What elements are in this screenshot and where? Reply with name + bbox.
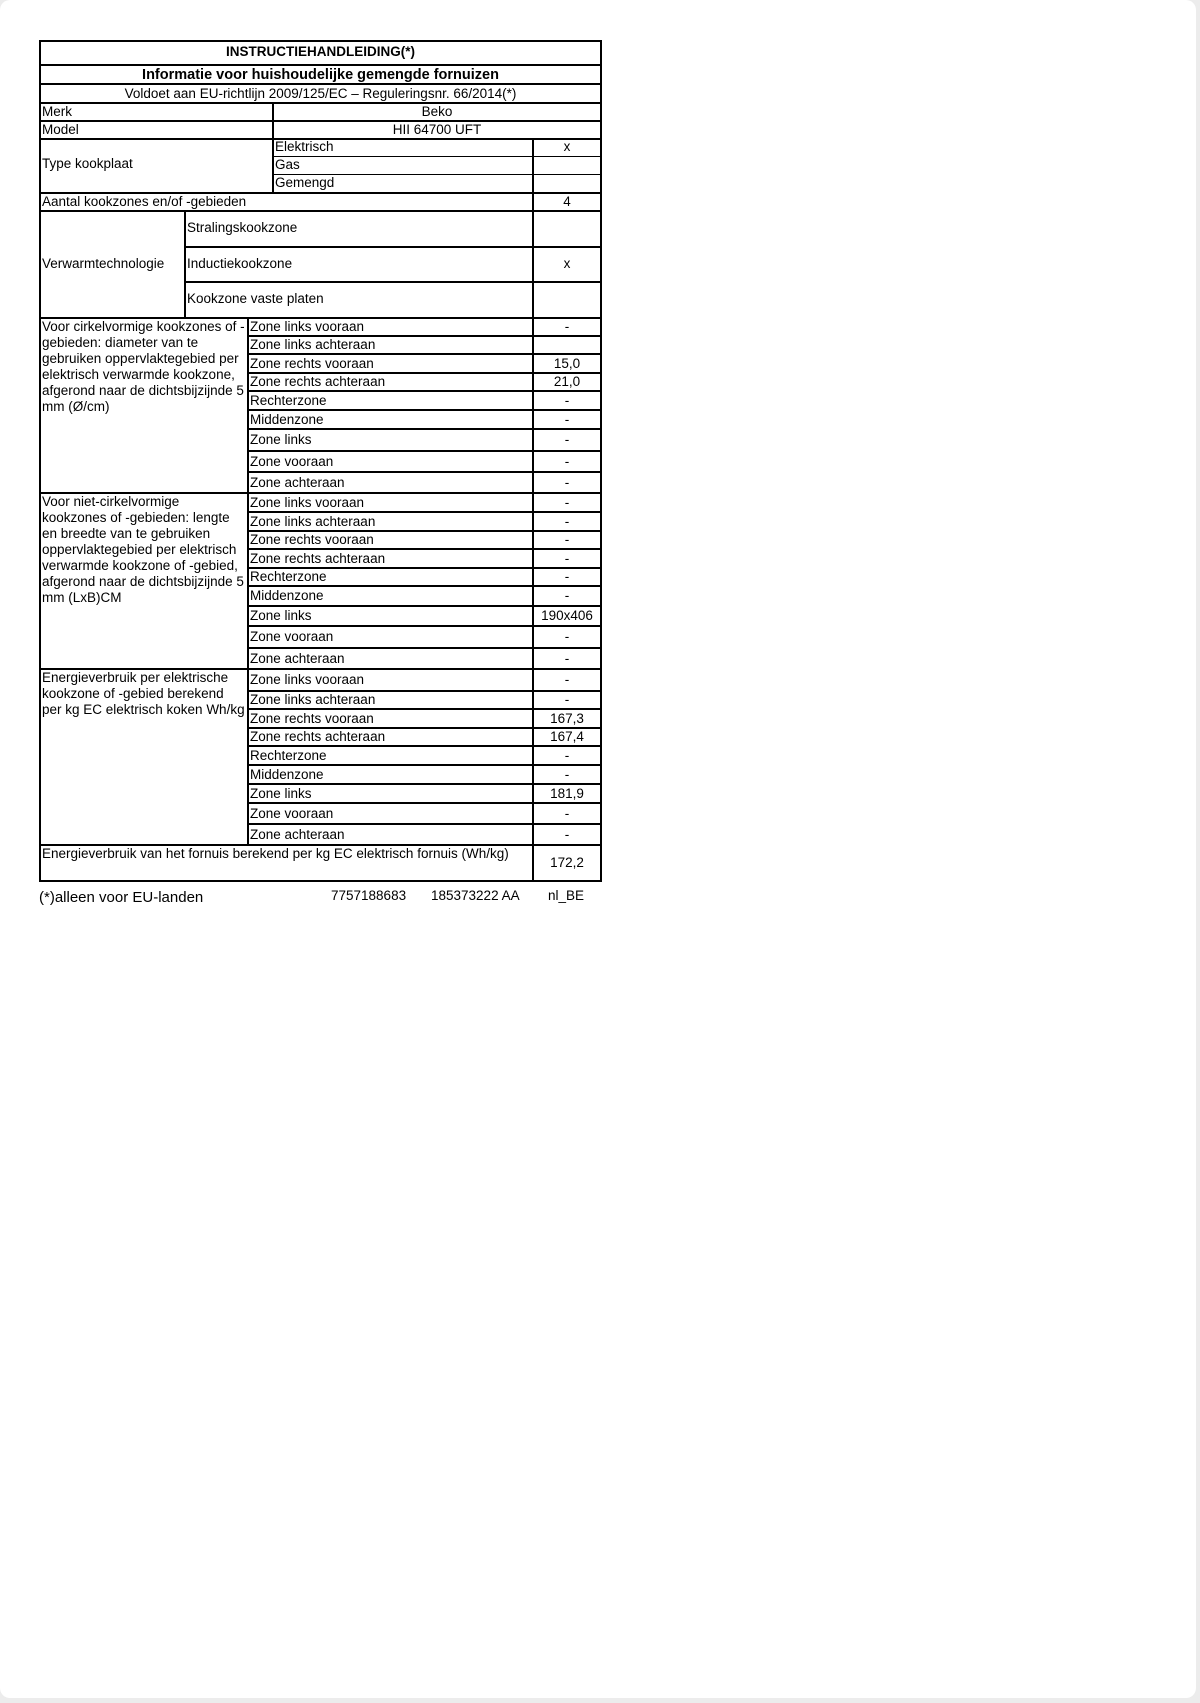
total-energy-value: 172,2 <box>550 855 584 870</box>
column-divider <box>532 844 534 880</box>
row-divider <box>247 605 602 607</box>
zone-row-value: 15,0 <box>553 355 581 371</box>
zone-row-label: Zone links <box>250 432 312 447</box>
heating-label: Verwarmtechnologie <box>42 256 165 271</box>
zone-row-label: Rechterzone <box>250 747 327 763</box>
zone-row-label: Zone rechts vooraan <box>250 710 374 726</box>
row-divider <box>247 511 602 513</box>
zone-row-value: 167,4 <box>550 729 584 744</box>
heating-value: x <box>563 255 571 271</box>
row-divider <box>247 409 602 411</box>
row-divider <box>247 783 602 785</box>
document-title: INSTRUCTIEHANDLEIDING(*) <box>226 44 415 59</box>
zone-row-value: - <box>564 319 570 334</box>
footer-locale: nl_BE <box>548 888 585 903</box>
row-divider <box>39 83 602 85</box>
footer-note: (*)alleen voor EU-landen <box>39 889 204 906</box>
zone-count-value: 4 <box>563 194 571 209</box>
table-border-top <box>39 40 602 42</box>
zone-row-label: Zone links achteraan <box>250 513 376 529</box>
zone-row-value: - <box>564 588 570 603</box>
footer-code-2: 185373222 AA <box>431 888 520 903</box>
hob-type-option: Gemengd <box>275 175 335 190</box>
row-divider <box>247 708 602 710</box>
zone-row-label: Zone links vooraan <box>250 672 365 687</box>
row-divider <box>247 471 602 473</box>
zone-row-label: Zone achteraan <box>250 826 345 842</box>
row-divider <box>247 802 602 804</box>
zone-row-label: Zone vooraan <box>250 453 334 469</box>
footer-code-1: 7757188683 <box>331 888 407 903</box>
table-border-bottom <box>39 880 602 882</box>
zone-row-value: - <box>564 532 570 547</box>
total-energy-label: Energieverbruik van het fornuis berekend per kg EC elektrisch fornuis (Wh/kg) <box>42 846 509 861</box>
section-label: Voor cirkelvormige kookzones of -gebieden: diameter van te gebruiken oppervlaktegebied per elektrisch verwarmde kookzone, afgerond naar de dichtsbijzijnde 5 mm (Ø/cm) <box>42 319 245 414</box>
brand-label: Merk <box>42 104 72 119</box>
zone-count-label: Aantal kookzones en/of -gebieden <box>42 194 247 209</box>
zone-row-label: Zone achteraan <box>250 650 345 666</box>
heating-option: Stralingskookzone <box>187 220 298 235</box>
row-divider <box>247 353 602 355</box>
zone-row-value: 21,0 <box>553 374 581 389</box>
zone-row-value: - <box>564 692 570 707</box>
hob-type-value: x <box>563 139 571 154</box>
zone-row-label: Zone links <box>250 608 312 623</box>
brand-value: Beko <box>421 104 453 119</box>
zone-row-label: Middenzone <box>250 766 324 782</box>
zone-row-value: - <box>564 453 570 469</box>
zone-row-value: - <box>564 747 570 763</box>
product-fiche-table <box>39 40 602 882</box>
zone-row-value: - <box>564 826 570 842</box>
document-subtitle: Informatie voor huishoudelijke gemengde fornuizen <box>142 67 499 83</box>
zone-row-value: - <box>564 805 570 821</box>
row-divider <box>184 281 602 283</box>
zone-row-label: Rechterzone <box>250 569 327 584</box>
zone-row-value: - <box>564 766 570 782</box>
footer <box>39 888 602 910</box>
zone-row-value: 190x406 <box>541 608 593 623</box>
zone-row-label: Zone links achteraan <box>250 337 376 352</box>
zone-row-value: - <box>564 672 570 687</box>
hob-type-label: Type kookplaat <box>42 156 133 171</box>
model-label: Model <box>42 122 79 137</box>
zone-row-value: - <box>564 650 570 666</box>
zone-row-value: - <box>564 569 570 584</box>
zone-row-label: Zone rechts achteraan <box>250 550 386 566</box>
zone-row-label: Zone links vooraan <box>250 494 365 510</box>
zone-row-value: 167,3 <box>550 710 584 726</box>
zone-row-label: Middenzone <box>250 588 324 603</box>
row-divider <box>247 745 602 747</box>
zone-row-label: Zone rechts achteraan <box>250 729 386 744</box>
hob-type-option: Elektrisch <box>275 139 334 154</box>
directive-text: Voldoet aan EU-richtlijn 2009/125/EC – Reguleringsnr. 66/2014(*) <box>124 86 517 101</box>
zone-row-label: Middenzone <box>250 411 324 427</box>
zone-row-label: Zone links vooraan <box>250 319 365 334</box>
hob-type-option: Gas <box>275 157 300 172</box>
zone-row-value: - <box>564 629 570 644</box>
row-divider <box>247 625 602 627</box>
zone-row-value: - <box>564 432 570 447</box>
row-divider <box>39 210 602 212</box>
section-label: Energieverbruik per elektrische kookzone of -gebied berekend per kg EC elektrisch koken Wh/kg <box>42 670 245 717</box>
row-divider <box>247 823 602 825</box>
row-divider <box>247 428 602 430</box>
zone-row-value: - <box>564 513 570 529</box>
zone-row-value: - <box>564 392 570 408</box>
model-value: HII 64700 UFT <box>392 122 482 137</box>
zone-row-value: - <box>564 550 570 566</box>
column-divider <box>532 192 534 210</box>
zone-row-label: Zone rechts achteraan <box>250 374 386 389</box>
row-divider <box>247 647 602 649</box>
row-divider <box>247 548 602 550</box>
row-divider <box>39 64 602 66</box>
zone-row-value: 181,9 <box>550 785 584 801</box>
heating-option: Kookzone vaste platen <box>187 291 324 306</box>
zone-row-label: Zone achteraan <box>250 474 345 490</box>
row-divider <box>247 764 602 766</box>
column-divider <box>532 138 534 192</box>
section-label: Voor niet-cirkelvormige kookzones of -gebieden: lengte en breedte van te gebruiken oppervlaktegebied per elektrisch verwarmde kookzone of -gebied, afgerond naar de dichtsbijzijnde 5 mm (LxB)CM <box>42 494 244 605</box>
zone-row-label: Zone links achteraan <box>250 692 376 707</box>
zone-row-label: Zone vooraan <box>250 629 334 644</box>
row-divider <box>247 450 602 452</box>
heating-option: Inductiekookzone <box>187 255 293 271</box>
zone-row-label: Zone vooraan <box>250 805 334 821</box>
row-divider <box>184 246 602 248</box>
zone-row-label: Zone rechts vooraan <box>250 355 374 371</box>
zone-row-label: Rechterzone <box>250 392 327 408</box>
zone-row-value: - <box>564 474 570 490</box>
zone-row-value: - <box>564 411 570 427</box>
row-divider <box>247 585 602 587</box>
row-divider <box>247 390 602 392</box>
zone-row-label: Zone rechts vooraan <box>250 532 374 547</box>
zone-row-value: - <box>564 494 570 510</box>
zone-row-label: Zone links <box>250 785 312 801</box>
